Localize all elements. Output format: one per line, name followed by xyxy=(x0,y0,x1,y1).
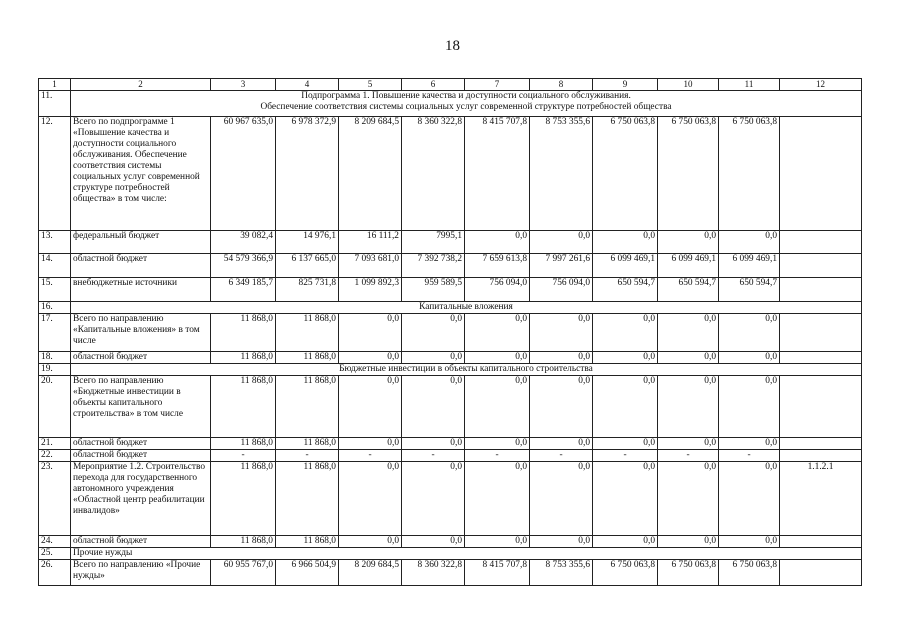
value-cell: 6 978 372,9 xyxy=(276,116,339,230)
table-row xyxy=(39,462,862,536)
value-cell: 0,0 xyxy=(465,375,530,437)
value-cell: 6 750 063,8 xyxy=(658,116,719,230)
value-cell: 7 392 738,2 xyxy=(402,253,465,277)
row-label: Мероприятие 1.2. Строительство перехода для государственного автономного учреждения «Областной центр реабилитации инвалидов» xyxy=(71,462,211,536)
value-cell: 0,0 xyxy=(593,536,658,548)
row-number: 26. xyxy=(39,560,71,586)
value-cell: 0,0 xyxy=(658,536,719,548)
value-cell: 0,0 xyxy=(593,437,658,449)
value-cell: 0,0 xyxy=(658,375,719,437)
value-cell: - xyxy=(593,449,658,461)
table-row xyxy=(39,548,862,560)
column-number: 9 xyxy=(593,79,658,91)
table-row xyxy=(39,375,862,437)
value-cell: - xyxy=(719,449,780,461)
row-label: федеральный бюджет xyxy=(71,230,211,253)
section-title-line: Прочие нужды xyxy=(73,548,133,559)
row-code xyxy=(780,449,862,461)
table-row xyxy=(39,253,862,277)
value-cell: 0,0 xyxy=(658,230,719,253)
column-number: 11 xyxy=(719,79,780,91)
value-cell: 0,0 xyxy=(658,351,719,363)
value-cell: - xyxy=(658,449,719,461)
column-number: 5 xyxy=(339,79,402,91)
row-number: 13. xyxy=(39,230,71,253)
row-label: областной бюджет xyxy=(71,437,211,449)
row-number: 15. xyxy=(39,277,71,301)
value-cell: 6 750 063,8 xyxy=(658,560,719,586)
table-row xyxy=(39,560,862,586)
value-cell: 39 082,4 xyxy=(211,230,276,253)
value-cell: 60 955 767,0 xyxy=(211,560,276,586)
section-title xyxy=(71,548,862,560)
value-cell: 0,0 xyxy=(465,351,530,363)
value-cell: 6 750 063,8 xyxy=(719,116,780,230)
row-code xyxy=(780,116,862,230)
section-title-line: Обеспечение соответствия системы социальных услуг современной структуре потребностей общества xyxy=(260,101,672,112)
value-cell: 756 094,0 xyxy=(530,277,593,301)
row-code xyxy=(780,253,862,277)
table-header-row xyxy=(39,79,862,91)
table-row xyxy=(39,437,862,449)
value-cell: 1 099 892,3 xyxy=(339,277,402,301)
value-cell: 6 966 504,9 xyxy=(276,560,339,586)
column-number: 2 xyxy=(71,79,211,91)
row-code xyxy=(780,230,862,253)
value-cell: 0,0 xyxy=(593,375,658,437)
value-cell: 11 868,0 xyxy=(211,313,276,351)
value-cell: - xyxy=(339,449,402,461)
row-number: 25. xyxy=(39,548,71,560)
value-cell: 0,0 xyxy=(402,536,465,548)
value-cell: 6 099 469,1 xyxy=(593,253,658,277)
value-cell: 0,0 xyxy=(465,230,530,253)
value-cell: 0,0 xyxy=(465,313,530,351)
value-cell: 7 659 613,8 xyxy=(465,253,530,277)
row-number: 11. xyxy=(39,90,71,116)
value-cell: - xyxy=(530,449,593,461)
value-cell: 8 209 684,5 xyxy=(339,560,402,586)
value-cell: 6 750 063,8 xyxy=(593,116,658,230)
table-row xyxy=(39,313,862,351)
value-cell: 650 594,7 xyxy=(658,277,719,301)
row-number: 14. xyxy=(39,253,71,277)
value-cell: 11 868,0 xyxy=(211,375,276,437)
value-cell: 0,0 xyxy=(719,536,780,548)
section-title xyxy=(71,90,862,116)
row-code xyxy=(780,536,862,548)
table-row xyxy=(39,536,862,548)
value-cell: 0,0 xyxy=(465,536,530,548)
value-cell: - xyxy=(402,449,465,461)
value-cell: 0,0 xyxy=(465,462,530,536)
column-number: 8 xyxy=(530,79,593,91)
row-number: 12. xyxy=(39,116,71,230)
value-cell: 8 415 707,8 xyxy=(465,116,530,230)
row-label: областной бюджет xyxy=(71,536,211,548)
row-code: 1.1.2.1 xyxy=(780,462,862,536)
value-cell: 0,0 xyxy=(530,375,593,437)
table-row xyxy=(39,351,862,363)
value-cell: 0,0 xyxy=(658,437,719,449)
row-label: Всего по подпрограмме 1 «Повышение качества и доступности социального обслуживания. Обеспечение соответствия системы социальных услуг современной структуре потребностей общества» в том числе: xyxy=(71,116,211,230)
value-cell: 16 111,2 xyxy=(339,230,402,253)
row-label: Всего по направлению «Прочие нужды» xyxy=(71,560,211,586)
value-cell: 0,0 xyxy=(530,437,593,449)
row-label: областной бюджет xyxy=(71,253,211,277)
value-cell: 11 868,0 xyxy=(211,462,276,536)
row-label: областной бюджет xyxy=(71,351,211,363)
value-cell: 0,0 xyxy=(339,375,402,437)
value-cell: 0,0 xyxy=(339,462,402,536)
row-code xyxy=(780,313,862,351)
row-code xyxy=(780,277,862,301)
section-title-line: Капитальные вложения xyxy=(419,301,513,312)
value-cell: 60 967 635,0 xyxy=(211,116,276,230)
value-cell: 0,0 xyxy=(339,351,402,363)
column-number: 10 xyxy=(658,79,719,91)
section-title xyxy=(71,301,862,313)
value-cell: 0,0 xyxy=(658,313,719,351)
row-number: 18. xyxy=(39,351,71,363)
value-cell: 0,0 xyxy=(593,313,658,351)
value-cell: 8 360 322,8 xyxy=(402,560,465,586)
value-cell: 6 349 185,7 xyxy=(211,277,276,301)
value-cell: 0,0 xyxy=(719,230,780,253)
row-label: Всего по направлению «Бюджетные инвестиции в объекты капитального строительства» в том числе xyxy=(71,375,211,437)
row-number: 17. xyxy=(39,313,71,351)
value-cell: 0,0 xyxy=(593,462,658,536)
value-cell: 0,0 xyxy=(719,313,780,351)
page-number: 18 xyxy=(445,38,460,54)
value-cell: 7995,1 xyxy=(402,230,465,253)
value-cell: 0,0 xyxy=(719,462,780,536)
column-number: 6 xyxy=(402,79,465,91)
column-number: 1 xyxy=(39,79,71,91)
column-number: 4 xyxy=(276,79,339,91)
budget-table xyxy=(38,78,862,586)
value-cell: 0,0 xyxy=(402,462,465,536)
value-cell: 7 093 681,0 xyxy=(339,253,402,277)
value-cell: 0,0 xyxy=(530,313,593,351)
value-cell: 8 753 355,6 xyxy=(530,560,593,586)
value-cell: 0,0 xyxy=(402,351,465,363)
value-cell: 0,0 xyxy=(658,462,719,536)
value-cell: 8 360 322,8 xyxy=(402,116,465,230)
section-title-line: Бюджетные инвестиции в объекты капитального строительства xyxy=(339,363,593,374)
value-cell: - xyxy=(276,449,339,461)
column-number: 3 xyxy=(211,79,276,91)
value-cell: 0,0 xyxy=(719,351,780,363)
row-number: 22. xyxy=(39,449,71,461)
value-cell: 0,0 xyxy=(339,437,402,449)
row-number: 20. xyxy=(39,375,71,437)
value-cell: 0,0 xyxy=(530,351,593,363)
value-cell: 11 868,0 xyxy=(276,437,339,449)
value-cell: 11 868,0 xyxy=(211,437,276,449)
row-code xyxy=(780,375,862,437)
value-cell: 54 579 366,9 xyxy=(211,253,276,277)
value-cell: 11 868,0 xyxy=(276,462,339,536)
row-code xyxy=(780,437,862,449)
table-row xyxy=(39,277,862,301)
value-cell: 650 594,7 xyxy=(593,277,658,301)
row-number: 23. xyxy=(39,462,71,536)
table-row xyxy=(39,449,862,461)
value-cell: 0,0 xyxy=(339,536,402,548)
row-code xyxy=(780,351,862,363)
row-code xyxy=(780,560,862,586)
table-row xyxy=(39,116,862,230)
value-cell: 11 868,0 xyxy=(276,375,339,437)
row-label: внебюджетные источники xyxy=(71,277,211,301)
value-cell: 8 209 684,5 xyxy=(339,116,402,230)
value-cell: 0,0 xyxy=(339,313,402,351)
value-cell: 6 137 665,0 xyxy=(276,253,339,277)
row-label: областной бюджет xyxy=(71,449,211,461)
row-number: 19. xyxy=(39,363,71,375)
value-cell: 11 868,0 xyxy=(211,536,276,548)
value-cell: 6 750 063,8 xyxy=(719,560,780,586)
value-cell: 0,0 xyxy=(402,375,465,437)
value-cell: 0,0 xyxy=(530,462,593,536)
value-cell: 756 094,0 xyxy=(465,277,530,301)
column-number: 12 xyxy=(780,79,862,91)
value-cell: 6 750 063,8 xyxy=(593,560,658,586)
value-cell: 0,0 xyxy=(465,437,530,449)
value-cell: 650 594,7 xyxy=(719,277,780,301)
value-cell: 0,0 xyxy=(402,437,465,449)
value-cell: 11 868,0 xyxy=(211,351,276,363)
table-row xyxy=(39,363,862,375)
value-cell: - xyxy=(211,449,276,461)
column-number: 7 xyxy=(465,79,530,91)
value-cell: 11 868,0 xyxy=(276,351,339,363)
row-label: Всего по направлению «Капитальные вложения» в том числе xyxy=(71,313,211,351)
value-cell: 6 099 469,1 xyxy=(658,253,719,277)
table-row xyxy=(39,301,862,313)
row-number: 21. xyxy=(39,437,71,449)
value-cell: 0,0 xyxy=(719,437,780,449)
value-cell: 0,0 xyxy=(530,536,593,548)
section-title xyxy=(71,363,862,375)
value-cell: 825 731,8 xyxy=(276,277,339,301)
table-row xyxy=(39,90,862,116)
row-number: 16. xyxy=(39,301,71,313)
section-title-line: Подпрограмма 1. Повышение качества и доступности социального обслуживания. xyxy=(301,90,631,101)
value-cell: 0,0 xyxy=(593,230,658,253)
value-cell: 0,0 xyxy=(593,351,658,363)
value-cell: - xyxy=(465,449,530,461)
value-cell: 7 997 261,6 xyxy=(530,253,593,277)
value-cell: 11 868,0 xyxy=(276,313,339,351)
value-cell: 0,0 xyxy=(719,375,780,437)
value-cell: 8 753 355,6 xyxy=(530,116,593,230)
value-cell: 8 415 707,8 xyxy=(465,560,530,586)
value-cell: 11 868,0 xyxy=(276,536,339,548)
table-row xyxy=(39,230,862,253)
value-cell: 0,0 xyxy=(402,313,465,351)
row-number: 24. xyxy=(39,536,71,548)
value-cell: 14 976,1 xyxy=(276,230,339,253)
value-cell: 0,0 xyxy=(530,230,593,253)
value-cell: 959 589,5 xyxy=(402,277,465,301)
value-cell: 6 099 469,1 xyxy=(719,253,780,277)
